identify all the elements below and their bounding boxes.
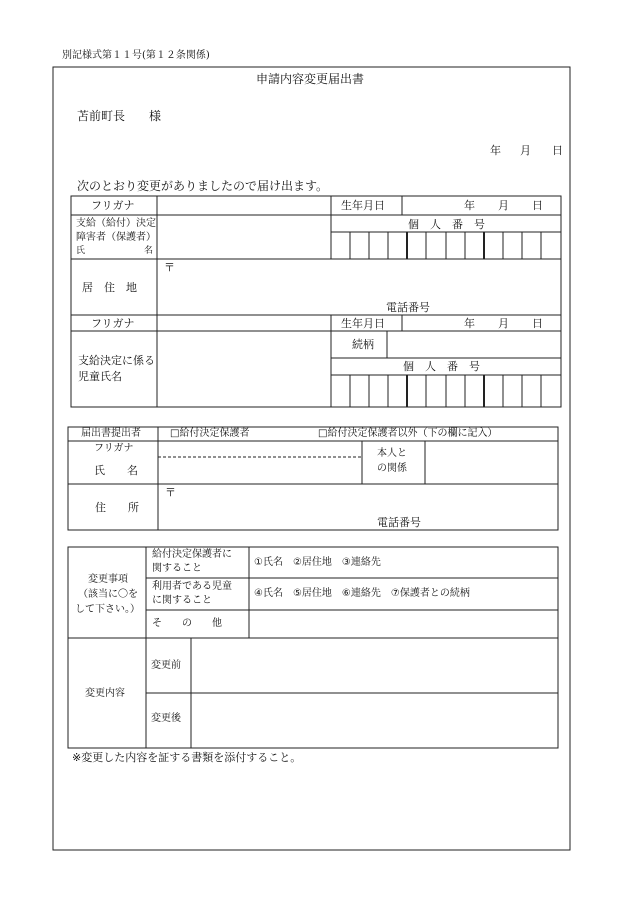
child-birth-year: 年 [464, 317, 475, 330]
submitter-address-label: 住 所 [95, 501, 139, 514]
submitter-postal-mark: 〒 [165, 486, 176, 499]
birth-year: 年 [464, 199, 475, 212]
child-birth-month: 月 [498, 317, 509, 330]
child-change-label-2: に関すること [152, 595, 212, 606]
furigana-label: フリガナ [91, 199, 135, 212]
child-label-2: 児童氏名 [78, 370, 122, 383]
submitter-phone-label: 電話番号 [377, 516, 421, 529]
guardian-options[interactable]: ①氏名 ②居住地 ③連絡先 [254, 557, 381, 568]
footnote: ※変更した内容を証する書類を添付すること。 [72, 751, 302, 764]
phone-label: 電話番号 [386, 301, 430, 314]
child-individual-number-label: 個 人 番 号 [403, 360, 480, 373]
date-month: 月 [520, 144, 531, 157]
child-options[interactable]: ④氏名 ⑤居住地 ⑥連絡先 ⑦保護者との続柄 [254, 588, 470, 599]
birth-month: 月 [498, 199, 509, 212]
change-content-label: 変更内容 [85, 688, 125, 699]
option-other-checkbox[interactable]: □給付決定保護者以外（下の欄に記入） [318, 428, 498, 439]
document-title: 申請内容変更届出書 [256, 72, 365, 86]
child-birth-label: 生年月日 [341, 317, 385, 330]
recipient-label-3b: 名 [144, 246, 154, 256]
change-items-label-2: （該当に〇を [78, 589, 138, 600]
date-year: 年 [490, 144, 501, 157]
before-label: 変更前 [151, 660, 181, 671]
change-items-label-3: して下さい。） [75, 604, 140, 615]
child-birth-day: 日 [532, 317, 543, 330]
relationship-label: 続柄 [352, 338, 374, 351]
address-label: 居 住 地 [82, 281, 137, 294]
child-label-1: 支給決定に係る [78, 354, 155, 367]
relation-label-2: の関係 [377, 463, 407, 474]
submitter-name-label: 氏 名 [94, 464, 138, 477]
guardian-label-1: 給付決定保護者に [152, 549, 232, 560]
option-guardian-checkbox[interactable]: □給付決定保護者 [170, 428, 250, 439]
birth-label: 生年月日 [341, 199, 385, 212]
section3-border [68, 547, 558, 748]
child-furigana-label: フリガナ [91, 317, 135, 330]
section2-border [68, 427, 558, 530]
submitter-furigana-label: フリガナ [94, 443, 134, 454]
after-label: 変更後 [151, 713, 181, 724]
intro-text: 次のとおり変更がありましたので届け出ます。 [77, 179, 329, 193]
relation-label-1: 本人と [377, 448, 407, 459]
birth-day: 日 [532, 199, 543, 212]
postal-mark: 〒 [164, 261, 175, 274]
individual-number-label: 個 人 番 号 [408, 218, 485, 231]
date-day: 日 [552, 144, 563, 157]
addressee: 苫前町長 様 [77, 109, 162, 123]
submitter-label: 届出書提出者 [81, 428, 141, 439]
guardian-label-2: 関すること [152, 563, 202, 574]
change-items-label-1: 変更事項 [88, 574, 128, 585]
recipient-label-3a: 氏 [76, 246, 86, 256]
child-change-label-1: 利用者である児童 [152, 581, 232, 592]
recipient-label-1: 支給（給付）決定 [76, 218, 156, 229]
other-label: そ の 他 [152, 618, 222, 629]
form-number: 別記様式第１１号(第１２条関係) [62, 50, 210, 61]
recipient-label-2: 障害者（保護者） [76, 232, 156, 243]
